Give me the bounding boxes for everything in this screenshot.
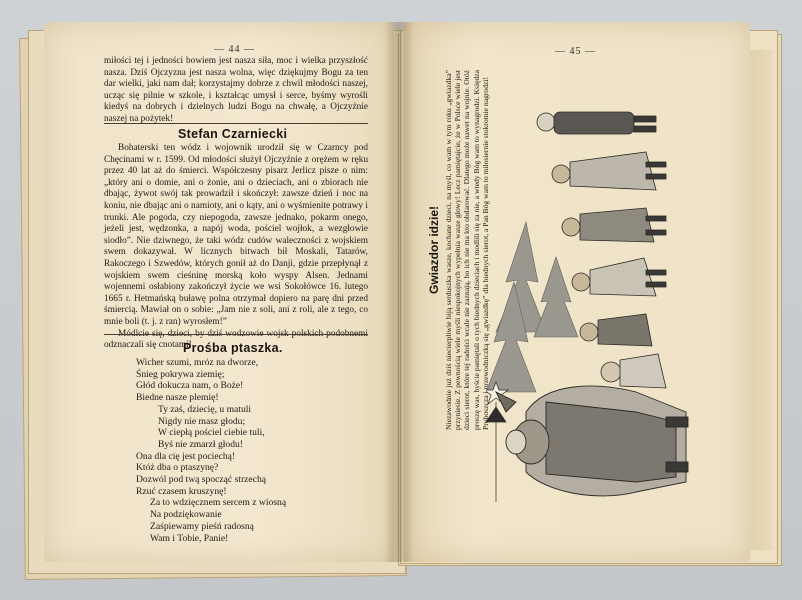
poem-line: Za to wdzięcznem sercem z wiosną <box>150 497 287 509</box>
poem-line: Dozwól pod twą spocząć strzechą <box>136 474 266 486</box>
section-divider <box>104 123 368 124</box>
poem-line: Rzuć czasem kruszynę! <box>136 485 227 497</box>
czarniecki-closing: Módlcie się, dzieci, by dziś wodzowie wojsk polskich podobnemi odznaczali się cnotami! <box>104 328 368 351</box>
intro-text: miłości tej i jedności bowiem jest nasza siła, moc i wielka przyszłość nasza. Dziś Ojczyzna jest nasza wolna, więc dziękujmy Bogu za ten dar wielki, jaki nam dał; korzystajmy dobrze z chwil młodości naszej, ucząc się pilnie w szkole, i kształcąc umysł i serce, byśmy wyrośli kiedyś na dobrych i dzielnych ludzi Bogu na chwałę, a Ojczyźnie naszej na pożytek! <box>104 56 368 124</box>
poem-line: Ona dla cię jest pociechą! <box>136 450 236 462</box>
article-title-gwiazdor: Gwiazdor idzie! <box>427 206 441 295</box>
poem-line: Wicher szumi, mróz na dworze, <box>136 357 259 368</box>
intro-paragraph <box>104 56 368 126</box>
czarniecki-article <box>104 143 368 352</box>
czarniecki-body: Bohaterski ten wódz i wojownik urodził się w Czarncy pod Chęcinami w r. 1599. Od młodości służył Ojczyźnie z orężem w ręku przez 40 lat aż do śmierci. Współczesny pisarz Jerlicz pisze o nim: „który ani o domie, ani o żonie, ani o dzieciach, ani o zbiorach nie dbając, żywot swój tak prowadził i skończył: zawsze dzień i noc na koniu, nie dbając ani o namioty, ani o kąty, ani o wyśmienite potrawy i trunki. Ale pogoda, czy niepogoda, zawsze jednako, pokarm onego, jeżeli jest, wędzonka, a napój woda, pościel wojłok, a wezgłowie siodło”. Nie dziwnego, że taki wódz cudów waleczności z wojskiem swem dokazywał. W licznych bitwach bił Moskali, Tatarów, Rakoczego i Szwedów, których gonił aż do Danji, gdzie przepłynął z wojskiem swem cieśninę morską koło wyspy Alsen. Jednami wojennemi osłabiony zakończył życie we wsi Sokołówce 16. lutego 1665 r. Hetmańską buławę polna otrzymał dopiero na parę dni przed śmiercią. Mawiał on o sobie: „Jam nie z soli, ani z roli, ale z tego, co mnie boli (t. j. z ran) wyrosłem!” <box>104 143 368 327</box>
section-divider <box>104 334 368 335</box>
book-gutter <box>384 22 414 562</box>
poem-line: Biedne nasze plemię! <box>136 392 219 404</box>
poem-line: Któż dba o ptaszynę? <box>136 462 219 474</box>
poem-line: Śnieg pokrywa ziemię; <box>136 368 225 380</box>
poem-line: Zaśpiewamy pieśń radosną <box>150 520 254 532</box>
poem <box>136 357 286 544</box>
poem-line: Ty zaś, dziecię, u matuli <box>158 403 252 415</box>
section-title-prosba: Prośba ptaszka. <box>183 341 283 355</box>
poem-line: Na podziękowanie <box>150 509 222 521</box>
section-title-czarniecki: Stefan Czarniecki <box>178 127 288 141</box>
poem-line: Głód dokucza nam, o Boże! <box>136 380 244 392</box>
page-number-left: — 44 — <box>214 44 255 55</box>
page-number-right: — 45 — <box>555 46 596 57</box>
poem-line: Nigdy nie masz głodu; <box>158 415 246 427</box>
article-body-gwiazdor: Niezawodnie już dziś niecierpliwie biją serduszka wasze, kochane dzieci, na myśl, co wam w tym roku „gwiazdka” przyniesie. Z pewnością wiele myśli niespokojnych wypełnia wasze głowy! Lecz pamiętajcie, że w Polsce wiele jest dzieci sierot, które tej radości wcale nie zaznają, bo ich nie ma kto obdarować. Dlatego może nawet na wojnie. Otóż proszę was, byście pamiętali o tych biednych dzieciach i modlili się za nie, a wtedy Bóg wam to wynagrodzi. Księdza Proboszcza i przewodniczką się „gwiazdkę” dla biednych sierot, a Pan Bóg wam to miłosiernie stokrotnie nagrodzi! <box>444 70 490 430</box>
gwiazdor-illustration <box>486 82 698 502</box>
poem-line: Wam i Tobie, Panie! <box>150 532 229 544</box>
poem-line: W ciepłą pościel ciebie tuli, <box>158 427 265 439</box>
illustration-drawing <box>486 82 698 502</box>
poem-line: Byś nie zmarzł głodu! <box>158 438 243 450</box>
